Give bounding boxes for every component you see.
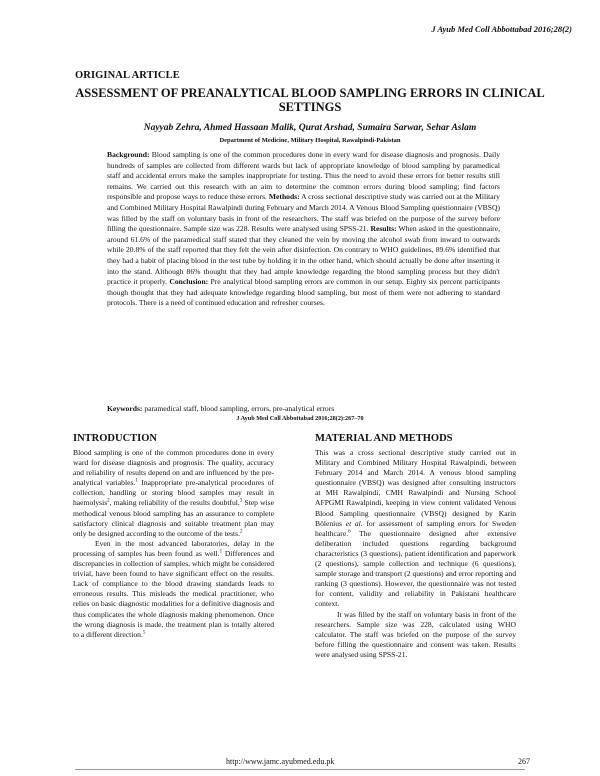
abstract-background-text: Blood sampling is one of the common procedures done in every ward for disease diagnosis and prognosis. Daily hundreds of samples are collected from different wards but lack of appropriate knowledge of blood sampling by paramedical staff and accidental errors make the samples inappropriate for testing. Thus the need to avoid these errors for better results still remains. We carried out this research with an aim to determine the common errors during blood sampling; find factors responsible and propose ways to reduce these errors. bbox=[107, 150, 500, 202]
citation-marker: 1 bbox=[135, 478, 138, 484]
citation-marker: 6 bbox=[348, 529, 351, 535]
footer-url[interactable]: http://www.jamc.ayubmed.edu.pk bbox=[226, 757, 335, 766]
introduction-paragraph-2 bbox=[73, 539, 274, 640]
introduction-column bbox=[73, 433, 274, 640]
methods-p1-text-a: This was a cross sectional descriptive study carried out in Military and Combined Military Hospital Rawalpindi, between February 2014 and March 2014. A venous blood sampling questionnaire (VBSQ) was designed after consulting instructors at MH Rawalpindi, CMH Rawalpindi and Nursing School AFPGMI Rawalpindi, keeping in view content validated Venous Blood Sampling questionnaire (VBSQ) designed by Karin Bölenius bbox=[315, 448, 516, 528]
abstract-results-label: Results: bbox=[370, 224, 397, 234]
abstract-results-text: When asked in the questionnaire, around 61.6% of the paramedical staff stated that they cleaned the vein by moving the alcohol swab from inward to outwards while 20.8% of the staff reported that they felt the vein after disinfection. On contrary to WHO guidelines, 89.6% identified that they had a habit of placing blood in the test tube by holding it in the other hand, which should actually be done after inserting it into the stand. Although 86% thought that they had ample knowledge regarding the blood sampling process but they didn't practice it properly. bbox=[107, 224, 500, 287]
intro-p1-text-c: , making reliability of the results doubtful. bbox=[109, 498, 240, 508]
abstract-methods-label: Methods: bbox=[268, 192, 300, 202]
intro-p2-text-a: Even in the most advanced laboratories, delay in the processing of samples has been found as well. bbox=[73, 538, 274, 558]
page-number: 267 bbox=[518, 757, 530, 766]
methods-heading: MATERIAL AND METHODS bbox=[315, 433, 453, 444]
methods-column bbox=[315, 433, 516, 660]
citation: J Ayub Med Coll Abbottabad 2016;28(2):267–70 bbox=[236, 415, 364, 422]
citation-marker: 2 bbox=[240, 529, 243, 535]
article-type: ORIGINAL ARTICLE bbox=[75, 70, 180, 81]
footer-divider bbox=[75, 769, 525, 770]
abstract-methods-text: A cross sectional descriptive study was carried out at the Military and Combined Military Hospital Rawalpindi during February and March 2014. A Venous Blood Sampling questionnaire (VBSQ) was filled by the staff on voluntary basis in front of the researchers. The staff was briefed on the purpose of the survey before filling the questionnaire. Sample size was 228. Results were analysed using SPSS-21. bbox=[107, 192, 500, 234]
abstract bbox=[107, 150, 500, 309]
intro-p1-text-a: Blood sampling is one of the common procedures done in every ward for disease diagnosis and prognosis. The quality, accuracy and reliability of results depend on and are influenced by the pre-analytical variables. bbox=[73, 448, 274, 488]
methods-p1-text-b: for assessment of sampling errors for Sweden healthcare. bbox=[315, 518, 516, 538]
intro-p2-text-b: Differences and discrepancies in collection of samples, which might be considered trivial, have been found to have significant effect on the results. Lack of compliance to the blood drawing standards leads to erroneous results. This misleads the medical practitioner, who relies on basic diagnostic modalities for a definitive diagnosis and thus complicates the whole diagnosis making phenomenon. Once the wrong diagnosis is made, the treatment plan is totally altered to a different direction. bbox=[73, 548, 275, 639]
keywords-label: Keywords: bbox=[107, 404, 143, 413]
abstract-background-label: Background: bbox=[107, 150, 150, 159]
citation-marker: 1 bbox=[219, 549, 223, 555]
intro-p1-text-b: Inappropriate pre-analytical procedures of collection, handling or storing blood samples may result in haemolysis bbox=[73, 478, 274, 508]
keywords bbox=[107, 404, 500, 414]
journal-running-head: J Ayub Med Coll Abbottabad 2016;28(2) bbox=[431, 24, 572, 34]
article-title: ASSESSMENT OF PREANALYTICAL BLOOD SAMPLING ERRORS IN CLINICAL SETTINGS bbox=[75, 86, 545, 114]
affiliation: Department of Medicine, Military Hospital, Rawalpindi-Pakistan bbox=[219, 137, 401, 144]
keywords-text: paramedical staff, blood sampling, errors, pre-analytical errors bbox=[142, 404, 335, 413]
methods-paragraph-2: It was filled by the staff on voluntary basis in front of the researchers. Sample size was 228, calculated using WHO calculator. The staff was briefed on the purpose of the survey before filling the questionnaire and consent was taken. Results were analysed using SPSS-21. bbox=[315, 609, 516, 659]
abstract-conclusion-text: Pre analytical blood sampling errors are common in our setup. Eighty six percent participants though thought that they had adequate knowledge regarding blood sampling, but most of them were not adhering to standard protocols. There is a need of continued education and refresher courses. bbox=[107, 277, 500, 308]
intro-p1-text-d: Step wise methodical venous blood sampling has an assurance to complete satisfactory clinical diagnosis and suitable treatment plan may only be designed according to the outcome of the tests. bbox=[73, 498, 275, 538]
introduction-paragraph-1 bbox=[73, 448, 274, 539]
citation-marker: 2 bbox=[107, 498, 110, 504]
citation-marker: 5 bbox=[142, 630, 146, 636]
citation-marker: 3 bbox=[239, 498, 243, 504]
methods-p1-text-c: The questionnaire designed after extensive deliberation included questions regarding background characteristics (3 questions), patient identification and paperwork (2 questions), sample collection and technique (6 questions), sample storage and transport (2 questions) and error reporting and ranking (3 questions). However, the questionnaire was not tested for content, validity and reliability in Pakistani healthcare context. bbox=[315, 528, 516, 609]
introduction-heading: INTRODUCTION bbox=[73, 433, 158, 444]
abstract-conclusion-label: Conclusion: bbox=[169, 277, 209, 287]
author-list: Nayyab Zehra, Ahmed Hassaan Malik, Qurat Arshad, Sumaira Sarwar, Sehar Aslam bbox=[143, 123, 477, 133]
et-al: et al. bbox=[345, 518, 363, 528]
methods-paragraph-1 bbox=[315, 448, 516, 610]
